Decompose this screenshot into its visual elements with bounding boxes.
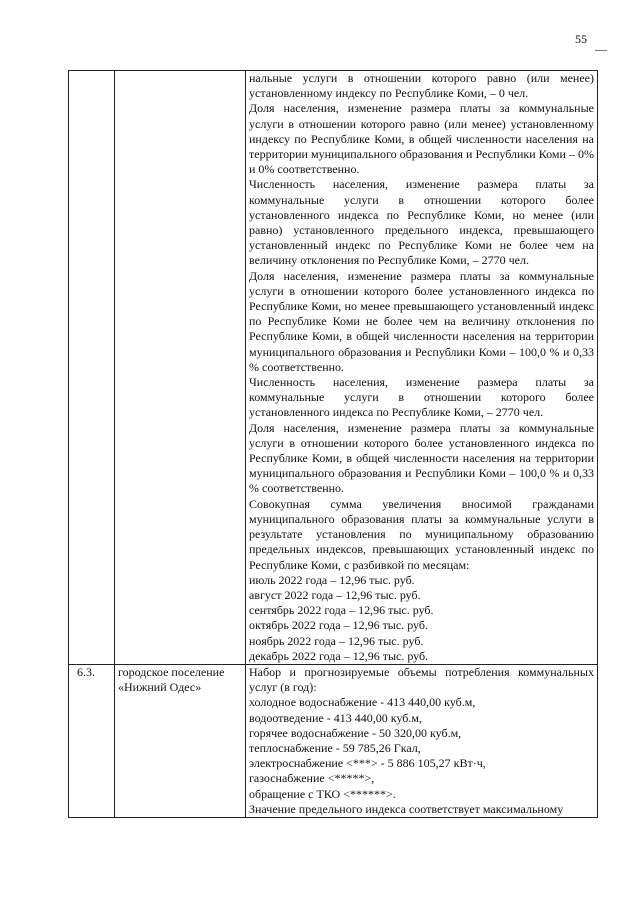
month-line: сентябрь 2022 года – 12,96 тыс. руб. — [249, 603, 434, 618]
paragraph: Значение предельного индекса соответствует максимальному — [249, 801, 564, 816]
paragraph: Численность населения, изменение размера платы за коммунальные услуги в отношении которого более установленного индекса по Республике Коми, – 2770 чел. — [249, 375, 594, 420]
table-row — [69, 71, 598, 665]
paragraph: Доля населения, изменение размера платы за коммунальные услуги в отношении которого равно (или менее) установленному индексу по Республике Коми, в общей численности населения на территории муниципального образования и Республики Коми – 0% и 0% соответственно. — [249, 101, 594, 177]
month-line: октябрь 2022 года – 12,96 тыс. руб. — [249, 618, 428, 633]
paragraph: нальные услуги в отношении которого равно (или менее) установленному индексу по Республике Коми, – 0 чел. — [249, 71, 594, 101]
page-number: 55 — [575, 32, 587, 46]
row-content-cell — [246, 71, 598, 665]
month-line: ноябрь 2022 года – 12,96 тыс. руб. — [249, 633, 424, 648]
service-line: обращение с ТКО <******>. — [249, 786, 396, 801]
service-line: горячее водоснабжение - 50 320,00 куб.м, — [249, 725, 462, 740]
row-content-cell — [246, 664, 598, 817]
service-line: холодное водоснабжение - 413 440,00 куб.м, — [249, 695, 476, 710]
service-line: теплоснабжение - 59 785,26 Гкал, — [249, 740, 421, 755]
row-number-cell — [69, 71, 115, 665]
month-line: июль 2022 года – 12,96 тыс. руб. — [249, 572, 415, 587]
row-name-cell — [115, 71, 246, 665]
paragraph: Совокупная сумма увеличения вносимой гражданами муниципального образования платы за коммунальные услуги в результате установления по муниципальному образованию предельных индексов, превышающих установленный индекс по Республике Коми, с разбивкой по месяцам: — [249, 496, 594, 572]
table-row — [69, 664, 598, 817]
row-name-cell: городское поселение «Нижний Одес» — [115, 664, 246, 817]
row-number-cell: 6.3. — [69, 664, 115, 817]
paragraph: Доля населения, изменение размера платы за коммунальные услуги в отношении которого более установленного индекса по Республике Коми, в общей численности населения на территории муниципального образования и Республики Коми – 100,0 % и 0,33 % соответственно. — [249, 420, 594, 496]
service-line: газоснабжение <*****>, — [249, 771, 375, 786]
month-line: декабрь 2022 года – 12,96 тыс. руб. — [249, 648, 429, 663]
paragraph: Набор и прогнозируемые объемы потребления коммунальных услуг (в год): — [249, 664, 594, 695]
month-line: август 2022 года – 12,96 тыс. руб. — [249, 587, 421, 602]
service-line: электроснабжение <***> - 5 886 105,27 кВт·ч, — [249, 756, 486, 771]
paragraph: Численность населения, изменение размера платы за коммунальные услуги в отношении которого более установленного индекса по Республике Коми, но менее (или равно) установленного предельного индекса, превышающего установленный индекс по Республике Коми не более чем на величину отклонения по Республике Коми, – 2770 чел. — [249, 177, 594, 268]
scan-mark — [595, 50, 607, 51]
document-table — [68, 70, 598, 818]
paragraph: Доля населения, изменение размера платы за коммунальные услуги в отношении которого более установленного индекса по Республике Коми, но менее превышающего установленный индекс по Республике Коми не более чем на величину отклонения по Республике Коми, в общей численности населения на территории муниципального образования и Республики Коми – 100,0 % и 0,33 % соответственно. — [249, 268, 594, 374]
service-line: водоотведение - 413 440,00 куб.м, — [249, 710, 422, 725]
